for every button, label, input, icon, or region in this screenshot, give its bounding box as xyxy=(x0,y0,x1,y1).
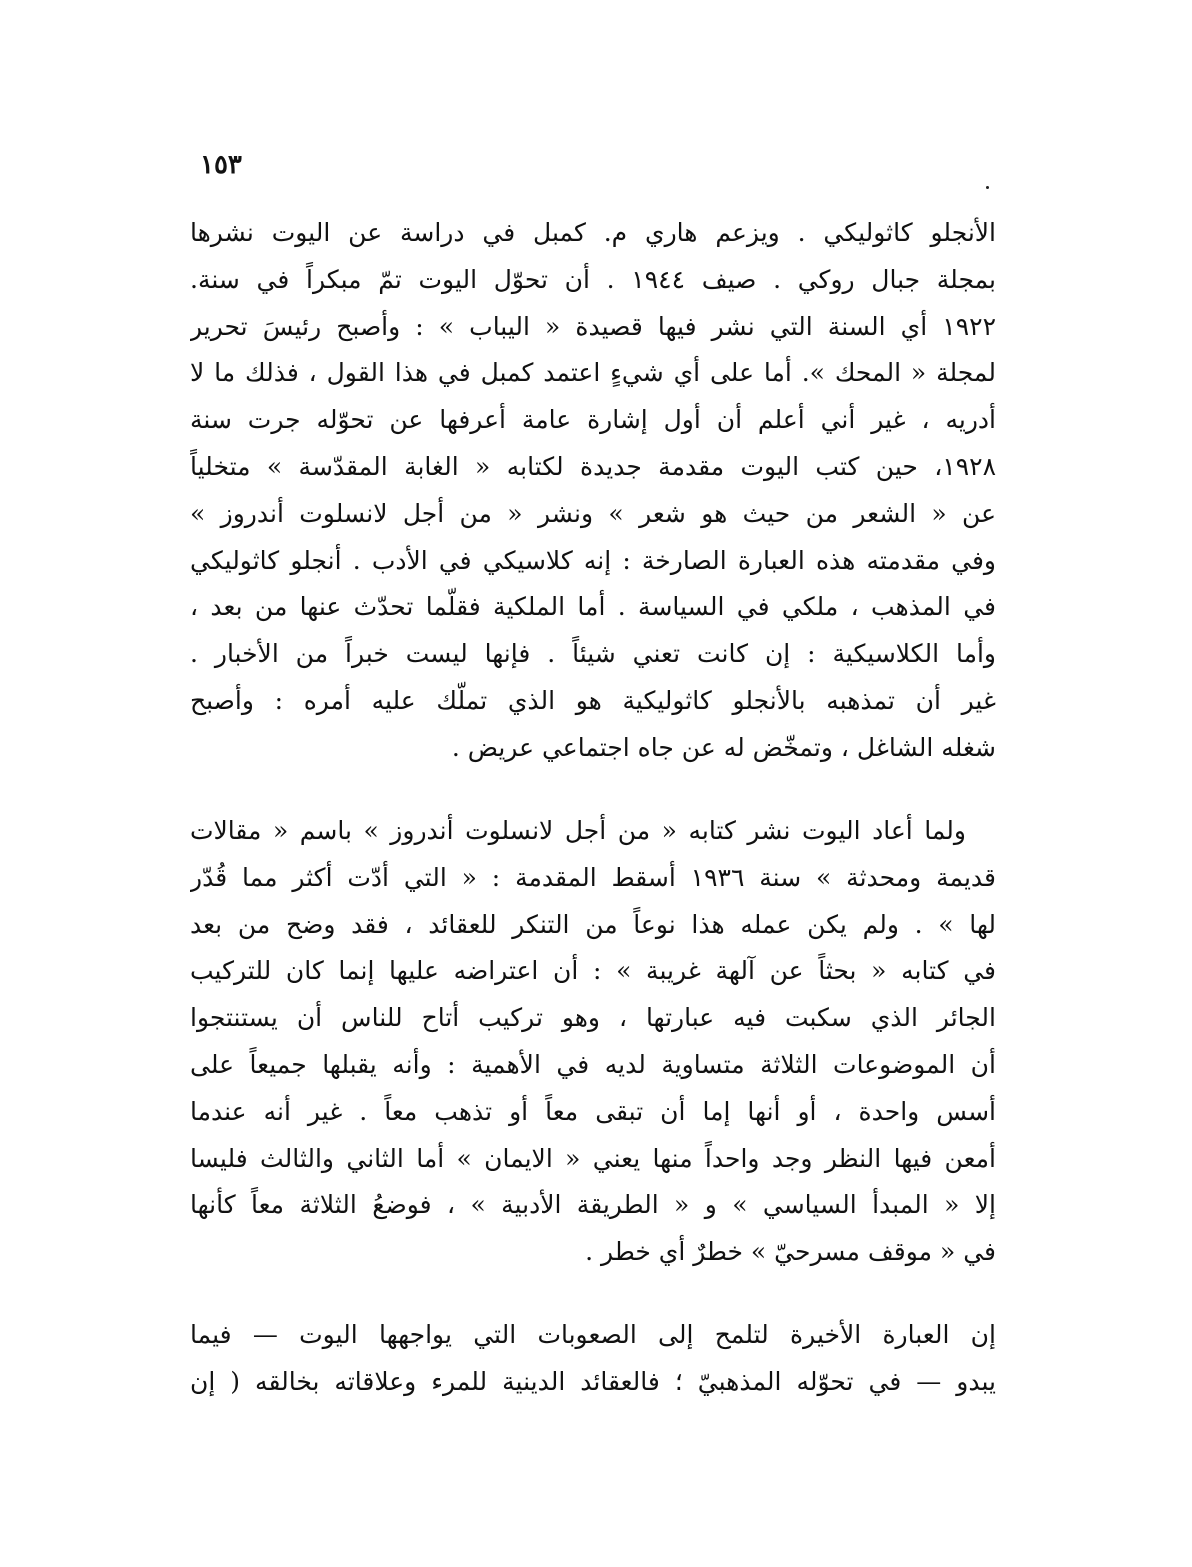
text-line: وأما الكلاسيكية : إن كانت تعني شيئاً . فإنها ليست خبراً من الأخبار . xyxy=(190,639,996,669)
text-line: قديمة ومحدثة » سنة ١٩٣٦ أسقط المقدمة : « التي أدّت أكثر مما قُدّر xyxy=(190,862,996,892)
text-line: أسس واحدة ، أو أنها إما أن تبقى معاً أو تذهب معاً . غير أنه عندما xyxy=(190,1096,996,1126)
text-line: بمجلة جبال روكي . صيف ١٩٤٤ . أن تحوّل اليوت تمّ مبكراً في سنة. xyxy=(190,264,996,294)
text-line: الجائر الذي سكبت فيه عبارتها ، وهو تركيب أتاح للناس أن يستنتجوا xyxy=(190,1003,996,1033)
paragraph-2 xyxy=(190,808,996,1276)
text-line: الأنجلو كاثوليكي . ويزعم هاري م. كمبل في دراسة عن اليوت نشرها xyxy=(190,218,996,247)
text-line: في المذهب ، ملكي في السياسة . أما الملكية فقلّما تحدّث عنها من بعد ، xyxy=(190,592,996,622)
page-number: ١٥٣ xyxy=(200,150,242,180)
text-line: غير أن تمذهبه بالأنجلو كاثوليكية هو الذي تملّك عليه أمره : وأصبح xyxy=(190,685,996,715)
text-line: أن الموضوعات الثلاثة متساوية لديه في الأهمية : وأنه يقبلها جميعاً على xyxy=(190,1049,996,1079)
text-line: أدريه ، غير أني أعلم أن أول إشارة عامة أعرفها عن تحوّله جرت سنة xyxy=(190,405,996,435)
text-line: ١٩٢٢ أي السنة التي نشر فيها قصيدة « اليباب » : وأصبح رئيسَ تحرير xyxy=(190,311,996,341)
paragraph-3 xyxy=(190,1312,996,1406)
text-line: في كتابه « بحثاً عن آلهة غريبة » : أن اعتراضه عليها إنما كان للتركيب xyxy=(190,956,996,986)
text-line: ١٩٢٨، حين كتب اليوت مقدمة جديدة لكتابه « الغابة المقدّسة » متخلياً xyxy=(190,451,996,481)
text-line: إن العبارة الأخيرة لتلمح إلى الصعوبات التي يواجهها اليوت — فيما xyxy=(190,1320,996,1349)
paragraph-1 xyxy=(190,210,996,772)
text-line: لمجلة « المحك ». أما على أي شيءٍ اعتمد كمبل في هذا القول ، فذلك ما لا xyxy=(190,358,996,388)
text-line: وفي مقدمته هذه العبارة الصارخة : إنه كلاسيكي في الأدب . أنجلو كاثوليكي xyxy=(190,545,996,575)
text-line: أمعن فيها النظر وجد واحداً منها يعني « الايمان » أما الثاني والثالث فليسا xyxy=(190,1143,996,1173)
text-line: إلا « المبدأ السياسي » و « الطريقة الأدبية » ، فوضعُ الثلاثة معاً كأنها xyxy=(190,1190,996,1220)
text-line: ولما أعاد اليوت نشر كتابه « من أجل لانسلوت أندروز » باسم « مقالات xyxy=(190,816,966,845)
text-line: في « موقف مسرحيّ » خطرٌ أي خطر . xyxy=(585,1237,996,1267)
text-line: عن « الشعر من حيث هو شعر » ونشر « من أجل لانسلوت أندروز » xyxy=(190,498,996,528)
text-line: لها » . ولم يكن عمله هذا نوعاً من التنكر للعقائد ، فقد وضح من بعد xyxy=(190,909,996,939)
text-line: يبدو — في تحوّله المذهبيّ ؛ فالعقائد الدينية للمرء وعلاقاته بخالقه ( إن xyxy=(190,1366,996,1396)
text-line: شغله الشاغل ، وتمخّض له عن جاه اجتماعي عريض . xyxy=(451,732,996,762)
ink-mark xyxy=(986,186,989,189)
